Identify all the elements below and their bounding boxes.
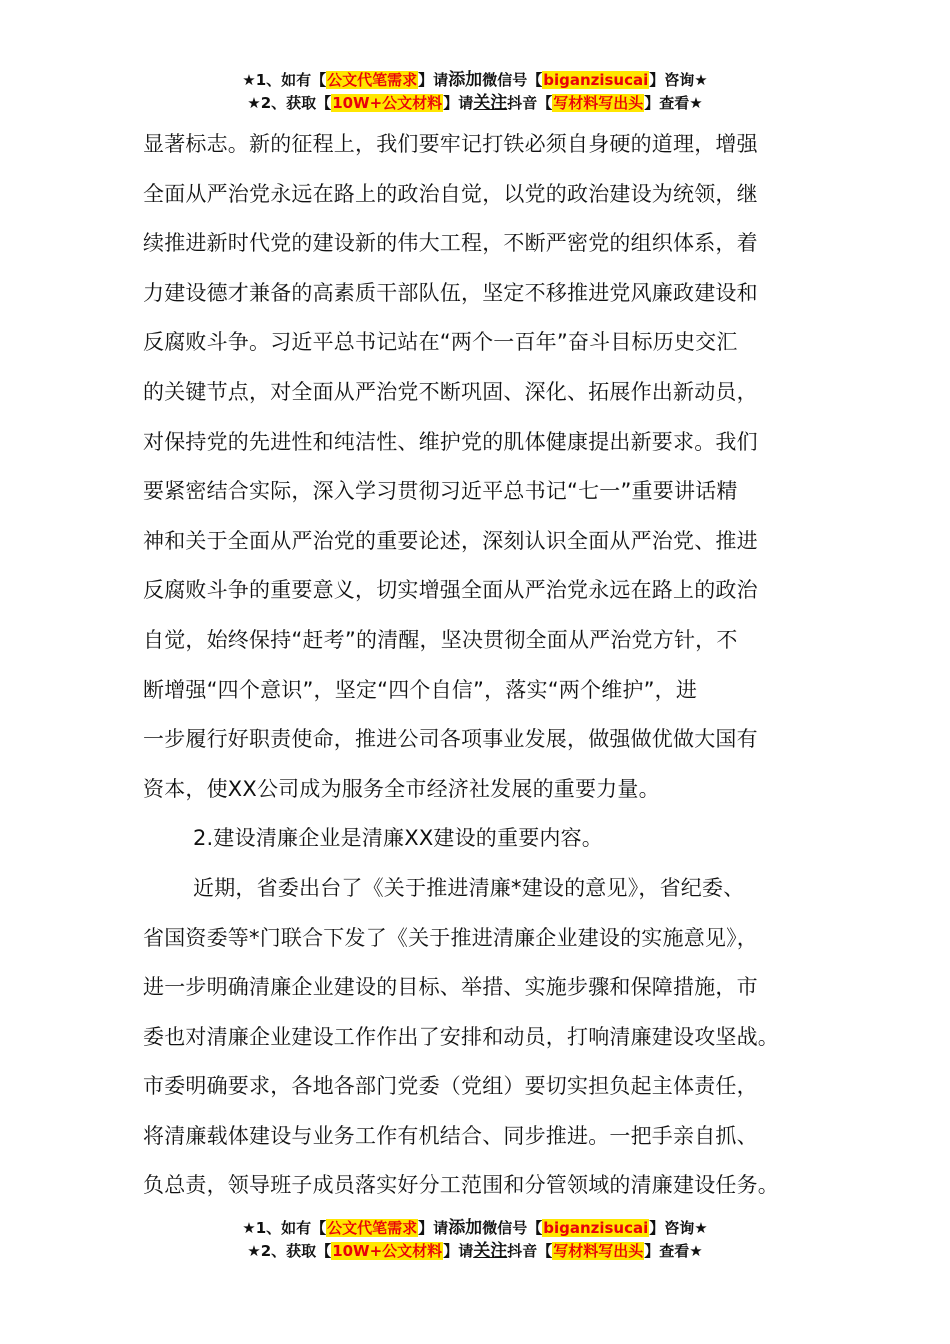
text-line: 自觉，始终保持“赶考”的清醒，坚决贯彻全面从严治党方针，不 (143, 627, 738, 652)
banner-line-1: ★1、如有【公文代笔需求】请添加微信号【biganzisucai】咨询★ (242, 70, 708, 90)
star-icon: ★ (242, 71, 256, 89)
banner-line-2: ★2、获取【10W+公文材料】请关注抖音【写材料写出头】查看★ (247, 93, 703, 113)
banner-line-2: ★2、获取【10W+公文材料】请关注抖音【写材料写出头】查看★ (247, 1241, 703, 1261)
banner-highlight-service: 公文代笔需求 (327, 1219, 418, 1237)
text-line: 一步履行好职责使命，推进公司各项事业发展，做强做优做大国有 (143, 727, 758, 752)
text-line: 资本，使XX公司成为服务全市经济社发展的重要力量。 (143, 776, 660, 801)
text-line: 力建设德才兼备的高素质干部队伍，坚定不移推进党风廉政建设和 (143, 280, 758, 305)
footer-banner (0, 1217, 950, 1263)
text-line: 负总责，领导班子成员落实好分工范围和分管领域的清廉建设任务。 (143, 1173, 779, 1198)
text-line: 进一步明确清廉企业建设的目标、举措、实施步骤和保障措施，市 (143, 975, 758, 1000)
text-line: 对保持党的先进性和纯洁性、维护党的肌体健康提出新要求。我们 (143, 429, 758, 454)
text-line: 显著标志。新的征程上，我们要牢记打铁必须自身硬的道理，增强 (143, 132, 758, 156)
star-icon: ★ (242, 1219, 256, 1237)
text-line: 的关键节点，对全面从严治党不断巩固、深化、拓展作出新动员， (143, 379, 758, 404)
text-line: 断增强“四个意识”，坚定“四个自信”，落实“两个维护”，进 (143, 677, 698, 702)
star-icon: ★ (247, 1242, 261, 1260)
document-body (143, 120, 813, 1211)
text-line: 将清廉载体建设与业务工作有机结合、同步推进。一把手亲自抓、 (143, 1123, 758, 1148)
text-line: 近期，省委出台了《关于推进清廉*建设的意见》，省纪委、 (193, 875, 745, 900)
banner-highlight-douyin: 写材料写出头 (553, 94, 644, 112)
banner-highlight-wechat-id: biganzisucai (543, 1219, 649, 1237)
text-line: 要紧密结合实际，深入学习贯彻习近平总书记“七一”重要讲话精 (143, 479, 738, 504)
text-line: 反腐败斗争的重要意义，切实增强全面从严治党永远在路上的政治 (143, 578, 758, 603)
banner-highlight-service: 公文代笔需求 (327, 71, 418, 89)
section-heading: 2.建设清廉企业是清廉XX建设的重要内容。 (193, 826, 604, 851)
banner-highlight-douyin: 写材料写出头 (553, 1242, 644, 1260)
banner-highlight-materials: 10W+公文材料 (332, 94, 443, 112)
text-line: 神和关于全面从严治党的重要论述，深刻认识全面从严治党、推进 (143, 528, 758, 553)
text-line: 反腐败斗争。习近平总书记站在“两个一百年”奋斗目标历史交汇 (143, 330, 738, 355)
text-line: 委也对清廉企业建设工作作出了安排和动员，打响清廉建设攻坚战。 (143, 1024, 779, 1049)
banner-highlight-wechat-id: biganzisucai (543, 71, 649, 89)
banner-highlight-materials: 10W+公文材料 (332, 1242, 443, 1260)
banner-line-1: ★1、如有【公文代笔需求】请添加微信号【biganzisucai】咨询★ (242, 1218, 708, 1238)
text-line: 省国资委等*门联合下发了《关于推进清廉企业建设的实施意见》， (143, 925, 758, 950)
text-line: 续推进新时代党的建设新的伟大工程，不断严密党的组织体系，着 (143, 231, 758, 256)
star-icon: ★ (247, 94, 261, 112)
text-line: 全面从严治党永远在路上的政治自觉，以党的政治建设为统领，继 (143, 181, 758, 206)
text-line: 市委明确要求，各地各部门党委（党组）要切实担负起主体责任， (143, 1074, 758, 1099)
header-banner (0, 69, 950, 115)
